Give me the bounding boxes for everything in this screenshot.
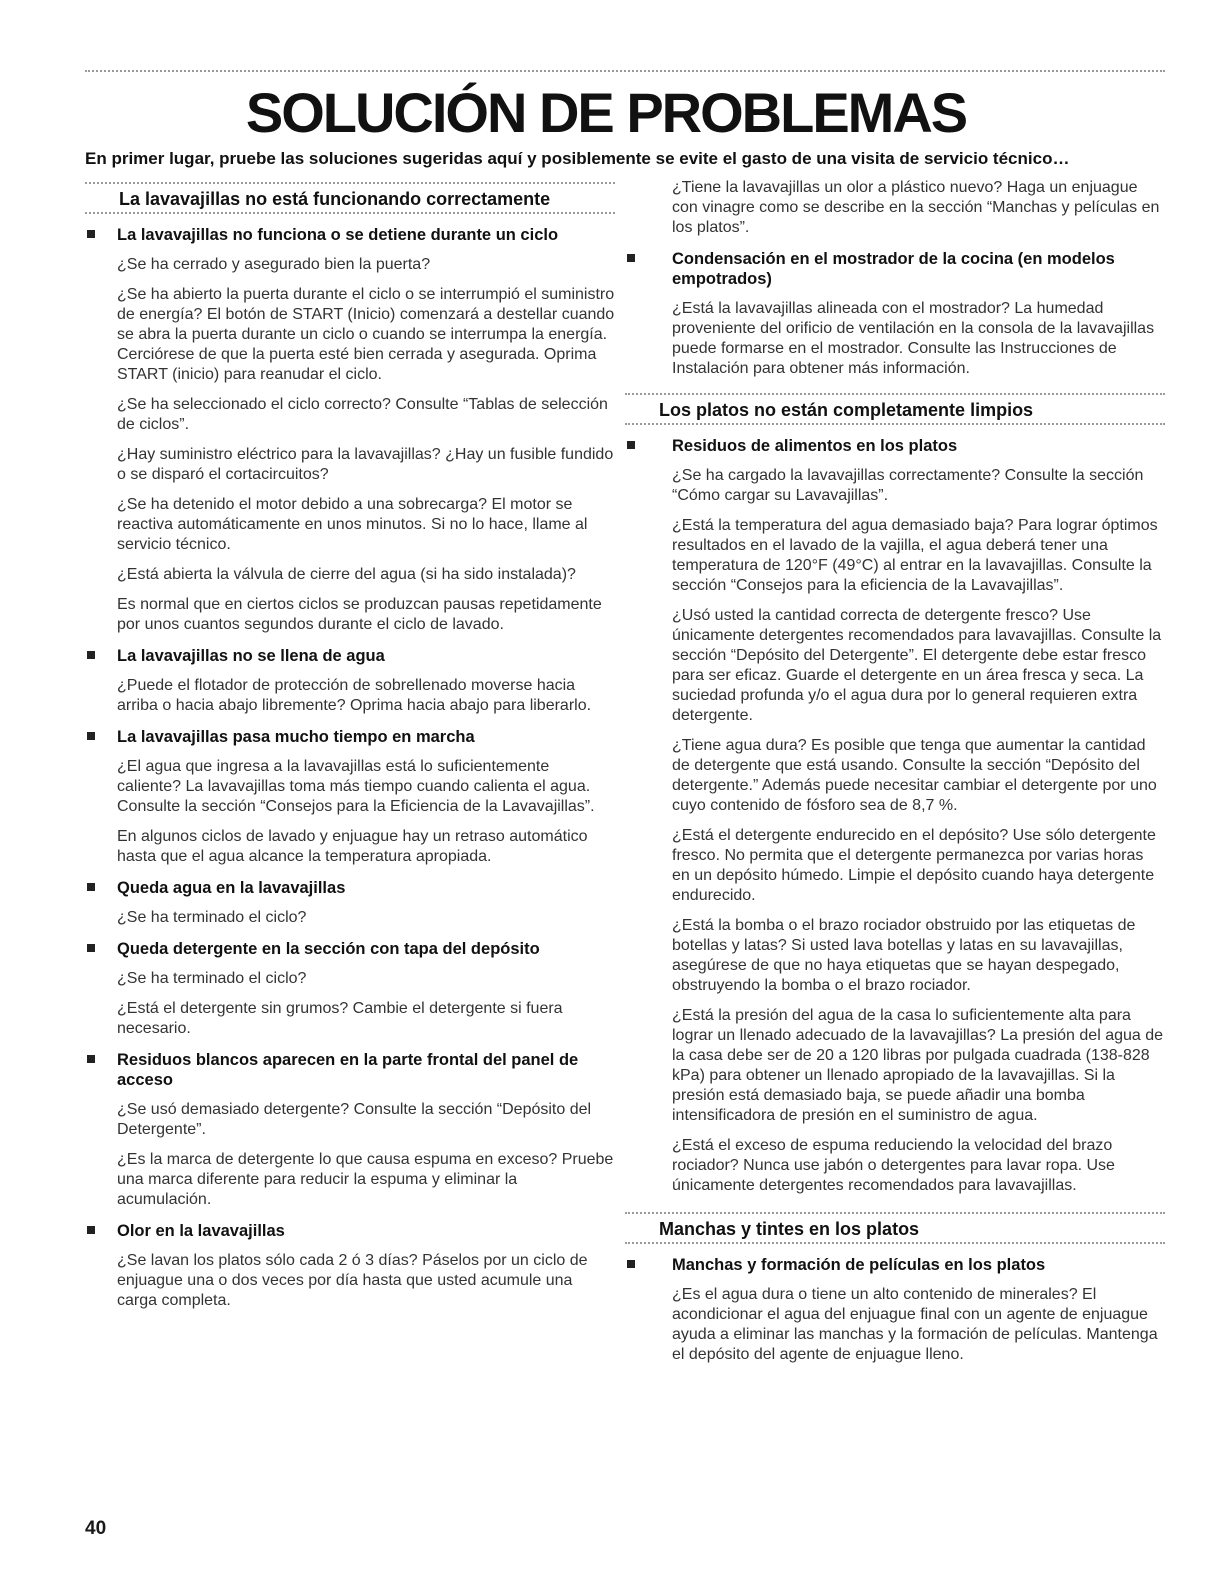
problem-item	[625, 1255, 1165, 1365]
solution-text: ¿Es el agua dura o tiene un alto contenido de minerales? El acondicionar el agua del enjuague final con un agente de enjuague ayuda a eliminar las manchas y la formación de películas. Mantenga el depósito del agente de enjuague lleno.	[672, 1286, 1158, 1363]
solution-text: Es normal que en ciertos ciclos se produzcan pausas repetidamente por unos cuantos segundos durante el ciclo de lavado.	[117, 596, 602, 633]
square-bullet-icon	[87, 1055, 95, 1063]
solution-text: ¿Está abierta la válvula de cierre del agua (si ha sido instalada)?	[117, 566, 576, 583]
problem-title: Condensación en el mostrador de la cocina (en modelos empotrados)	[672, 250, 1115, 288]
problem-item	[85, 225, 615, 635]
page-number: 40	[85, 1518, 107, 1539]
solution-text: ¿Está el detergente endurecido en el depósito? Use sólo detergente fresco. No permita que el detergente permanezca por varias horas en un depósito húmedo. Limpie el depósito cuando haya detergente endurecido.	[672, 827, 1156, 904]
problem-item	[85, 939, 615, 1039]
square-bullet-icon	[87, 230, 95, 238]
solution-text: ¿Está la lavavajillas alineada con el mostrador? La humedad proveniente del orificio de ventilación en la consola de la lavavajillas puede formarse en el mostrador. Consulte las Instrucciones de Instalación para obtener más información.	[672, 300, 1155, 377]
solution-text: ¿Puede el flotador de protección de sobrellenado moverse hacia arriba o hacia abajo libremente? Oprima hacia abajo para liberarlo.	[117, 677, 592, 714]
section-title: Los platos no están completamente limpios	[659, 400, 1034, 420]
solution-text: ¿Está el detergente sin grumos? Cambie el detergente si fuera necesario.	[117, 1000, 563, 1037]
problem-title: La lavavajillas no funciona o se detiene durante un ciclo	[117, 226, 559, 244]
problem-title: La lavavajillas pasa mucho tiempo en marcha	[117, 728, 475, 746]
solution-text: ¿Se ha seleccionado el ciclo correcto? Consulte “Tablas de selección de ciclos”.	[117, 396, 608, 433]
section-title: La lavavajillas no está funcionando correctamente	[119, 189, 551, 209]
problem-title: Queda agua en la lavavajillas	[117, 879, 346, 897]
section-rule	[625, 1242, 1165, 1244]
page-subtitle: En primer lugar, pruebe las soluciones sugeridas aquí y posiblemente se evite el gasto de una visita de servicio técnico…	[85, 149, 1070, 168]
problem-item	[85, 727, 615, 867]
solution-text: En algunos ciclos de lavado y enjuague hay un retraso automático hasta que el agua alcance la temperatura apropiada.	[117, 828, 588, 865]
square-bullet-icon	[87, 944, 95, 952]
right-column	[625, 178, 1165, 1365]
solution-text: ¿Se usó demasiado detergente? Consulte la sección “Depósito del Detergente”.	[117, 1101, 592, 1138]
square-bullet-icon	[87, 651, 95, 659]
solution-text: ¿Se lavan los platos sólo cada 2 ó 3 días? Páselos por un ciclo de enjuague una o dos veces por día hasta que usted acumule una carga completa.	[117, 1252, 588, 1309]
solution-text: ¿El agua que ingresa a la lavavajillas está lo suficientemente caliente? La lavavajillas toma más tiempo cuando calienta el agua. Consulte la sección “Consejos para la Eficiencia de la Lavavajillas”.	[117, 758, 595, 815]
square-bullet-icon	[87, 1226, 95, 1234]
problem-item	[85, 646, 615, 716]
problem-title: Manchas y formación de películas en los platos	[672, 1256, 1046, 1274]
solution-text: ¿Está el exceso de espuma reduciendo la velocidad del brazo rociador? Nunca use jabón o detergentes para lavar ropa. Use únicamente detergentes recomendados para lavavajillas.	[672, 1137, 1115, 1194]
problem-title: Queda detergente en la sección con tapa del depósito	[117, 940, 540, 958]
solution-text: ¿Se ha abierto la puerta durante el ciclo o se interrumpió el suministro de energía? El botón de START (Inicio) comenzará a destellar cuando se abra la puerta durante un ciclo o cuando se interrumpa la energía. Cerciórese de que la puerta esté bien cerrada y asegurada. Oprima START (inicio) para reanudar el ciclo.	[117, 286, 615, 383]
square-bullet-icon	[627, 254, 635, 262]
left-column	[85, 182, 615, 1311]
section-spots	[625, 1212, 1165, 1244]
problem-title: Olor en la lavavajillas	[117, 1222, 285, 1240]
solution-text: ¿Hay suministro eléctrico para la lavavajillas? ¿Hay un fusible fundido o se disparó el cortacircuitos?	[117, 446, 614, 483]
square-bullet-icon	[87, 883, 95, 891]
square-bullet-icon	[627, 1260, 635, 1268]
solution-text: ¿Está la presión del agua de la casa lo suficientemente alta para lograr un llenado adecuado de la lavavajillas? La presión del agua de la casa debe ser de 20 a 120 libras por pulgada cuadrada (138-828 kPa) para obtener un llenado apropiado de la lavavajillas. Si la presión está demasiado baja, se puede añadir una bomba intensificadora de presión en el suministro de agua.	[672, 1007, 1164, 1124]
section-not-clean	[625, 393, 1165, 425]
problem-title: Residuos de alimentos en los platos	[672, 437, 958, 455]
problem-item	[85, 878, 615, 928]
section-rule	[625, 423, 1165, 425]
top-rule	[85, 70, 1165, 72]
section-not-working	[85, 182, 615, 214]
solution-text: ¿Se ha detenido el motor debido a una sobrecarga? El motor se reactiva automáticamente en unos minutos. Si no lo hace, llame al servicio técnico.	[117, 496, 588, 553]
square-bullet-icon	[627, 441, 635, 449]
square-bullet-icon	[87, 732, 95, 740]
solution-text: ¿Se ha cerrado y asegurado bien la puerta?	[117, 256, 431, 273]
solution-text: ¿Es la marca de detergente lo que causa espuma en exceso? Pruebe una marca diferente para reducir la espuma y eliminar la acumulación.	[117, 1151, 614, 1208]
problem-item	[85, 1221, 615, 1311]
solution-text: ¿Está la bomba o el brazo rociador obstruido por las etiquetas de botellas y latas? Si usted lava botellas y latas en su lavavajillas, asegúrese de que no haya etiquetas que se hayan despegado, obstruyendo la bomba o el brazo rociador.	[672, 917, 1136, 994]
solution-text: ¿Se ha cargado la lavavajillas correctamente? Consulte la sección “Cómo cargar su Lavavajillas”.	[672, 467, 1144, 504]
section-rule	[85, 212, 615, 214]
solution-text: ¿Se ha terminado el ciclo?	[117, 909, 307, 926]
solution-text: ¿Está la temperatura del agua demasiado baja? Para lograr óptimos resultados en el lavado de la vajilla, el agua deberá tener una temperatura de 120°F (49°C) al entrar en la lavavajillas. Consulte la sección “Consejos para la eficiencia de la Lavavajillas”.	[672, 517, 1158, 594]
solution-text: ¿Tiene agua dura? Es posible que tenga que aumentar la cantidad de detergente que está usando. Consulte la sección “Depósito del detergente.” Además puede necesitar cambiar el detergente por uno cuyo contenido de fósforo sea de 8,7 %.	[672, 737, 1157, 814]
page-title: SOLUCIÓN DE PROBLEMAS	[245, 81, 967, 144]
solution-text: ¿Se ha terminado el ciclo?	[117, 970, 307, 987]
problem-item	[85, 1050, 615, 1210]
solution-text: ¿Usó usted la cantidad correcta de detergente fresco? Use únicamente detergentes recomendados para lavavajillas. Consulte la sección “Depósito del Detergente”. El detergente debe estar fresco para ser eficaz. Guarde el detergente en un área fresca y seca. La suciedad profunda y/o el agua dura por lo general requieren extra detergente.	[672, 607, 1162, 724]
problem-item	[625, 436, 1165, 1196]
problem-title: Residuos blancos aparecen en la parte frontal del panel de acceso	[117, 1051, 579, 1089]
continued-item	[625, 178, 1165, 238]
section-title: Manchas y tintes en los platos	[659, 1219, 920, 1239]
solution-text: ¿Tiene la lavavajillas un olor a plástico nuevo? Haga un enjuague con vinagre como se describe en la sección “Manchas y películas en los platos”.	[672, 179, 1160, 236]
problem-item	[625, 249, 1165, 379]
problem-title: La lavavajillas no se llena de agua	[117, 647, 385, 665]
